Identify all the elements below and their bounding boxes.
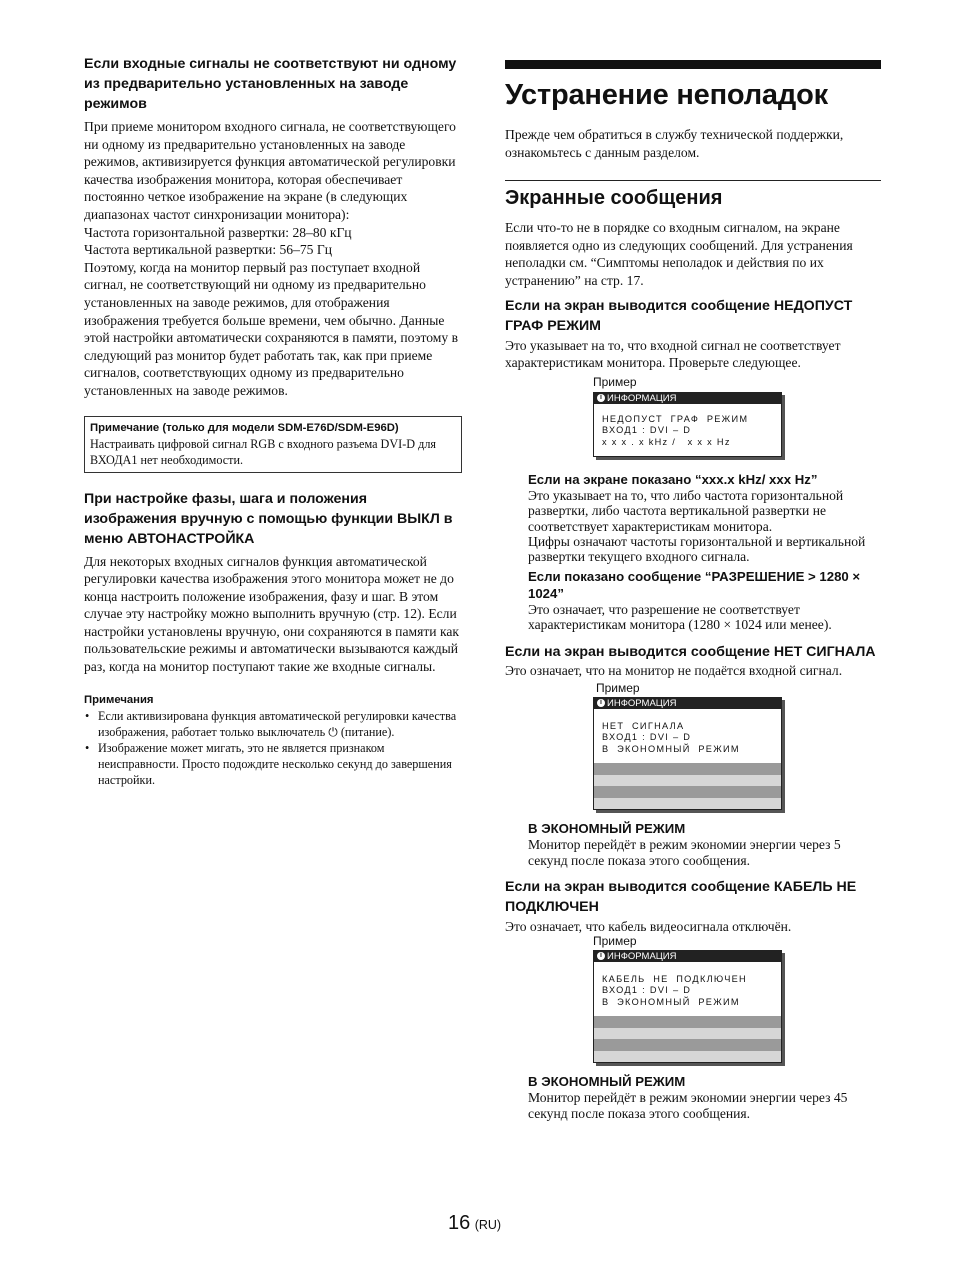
title-bar-rule	[505, 60, 881, 69]
osd-message-lines: КАБЕЛЬ НЕ ПОДКЛЮЧЕН ВХОД1 : DVI – D В ЭКОНОМНЫЙ РЕЖИМ	[602, 973, 747, 1007]
info-icon: i	[597, 952, 605, 960]
osd-message-lines: НЕТ СИГНАЛА ВХОД1 : DVI – D В ЭКОНОМНЫЙ РЕЖИМ	[602, 720, 740, 754]
section-title: Экранные сообщения	[505, 187, 723, 210]
model-note-box	[84, 416, 462, 473]
notes-title: Примечания	[84, 693, 154, 706]
osd-header: i ИНФОРМАЦИЯ	[594, 393, 781, 404]
paragraph-out-of-range: Это указывает на то, что входной сигнал не соответствует характеристикам монитора. Проверьте следующее.	[505, 337, 841, 371]
osd-screen-cable-disconnected	[593, 950, 782, 1064]
info-icon: i	[597, 394, 605, 402]
right-column	[505, 60, 881, 1121]
heading-out-of-range: Если на экран выводится сообщение НЕДОПУСТ ГРАФ РЕЖИМ	[505, 297, 853, 334]
no-signal-details	[528, 820, 881, 867]
out-of-range-details	[528, 471, 881, 632]
example-label: Пример	[596, 680, 640, 695]
info-icon: i	[597, 699, 605, 707]
paragraph-frequency: Это указывает на то, что либо частота горизонтальной развертки, либо частота вертикальной развертки не соответствует характеристикам монитора. Цифры означают частоты горизонтальной и вертикальной развертки текущего входного сигнала.	[528, 488, 866, 565]
notes-list	[84, 708, 462, 788]
osd-background-stripes	[594, 763, 781, 809]
subheading-frequency: Если на экране показано “xxx.x kHz/ xxx Hz”	[528, 472, 818, 488]
list-item: • Изображение может мигать, это не является признаком неисправности. Просто подождите несколько секунд до завершения настройки.	[85, 740, 452, 787]
osd-header: i ИНФОРМАЦИЯ	[594, 951, 781, 962]
heading-manual-adjust: При настройке фазы, шага и положения изображения вручную с помощью функции ВЫКЛ в меню АВТОНАСТРОЙКА	[84, 490, 453, 547]
notes-block	[84, 692, 462, 788]
paragraph-power-save: Монитор перейдёт в режим экономии энергии через 5 секунд после показа этого сообщения.	[528, 837, 841, 868]
cable-disconnected-details	[528, 1073, 881, 1120]
paragraph-resolution: Это означает, что разрешение не соответствует характеристикам монитора (1280 × 1024 или менее).	[528, 602, 832, 633]
heading-cable-disconnected: Если на экран выводится сообщение КАБЕЛЬ НЕ ПОДКЛЮЧЕН	[505, 878, 857, 915]
paragraph-nonpreset-signals: При приеме монитором входного сигнала, не соответствующего ни одному из предварительно установленных на заводе режимов, активизируется функция автоматической регулировки качества изображения монитора, которая обеспечивает постоянно четкое изображение на экране (в следующих диапазонах частот синхронизации монитора): Частота горизонтальной развертки: 28–80 кГц Частота вертикальной развертки: 56–75 Гц Поэтому, когда на монитор первый раз поступает входной сигнал, не соответствующий ни одному из предварительно установленных на заводе режимов, для отображения изображения требуется больше времени, чем обычно. Данные этой настройки автоматически сохраняются в памяти, поэтому в следующий раз монитор будет работать так, как при приеме сигналов, соответствующих одному из предварительно установленных на заводе режимов.	[84, 119, 458, 398]
subheading-power-save: В ЭКОНОМНЫЙ РЕЖИМ	[528, 821, 686, 837]
model-note-title: Примечание (только для модели SDM-E76D/SDM-E96D)	[90, 421, 399, 434]
page-title: Устранение неполадок	[505, 79, 828, 111]
example-label: Пример	[593, 933, 637, 948]
paragraph-no-signal: Это означает, что на монитор не подаётся входной сигнал.	[505, 662, 843, 678]
paragraph-power-save: Монитор перейдёт в режим экономии энергии через 45 секунд после показа этого сообщения.	[528, 1090, 848, 1121]
example-label: Пример	[593, 374, 637, 389]
page-number	[448, 1212, 501, 1235]
paragraph-manual-adjust: Для некоторых входных сигналов функция автоматической регулировки качества изображения этого монитора может не до конца настроить положение изображения, фазу и шаг. В этом случае эту настройку можно выполнить вручную (стр. 12). Если настройки установлены вручную, они сохраняются в памяти как пользовательские режимы и автоматически вызываются каждый раз, когда на монитор поступают такие же входные сигналы.	[84, 553, 459, 675]
subheading-resolution: Если показано сообщение “РАЗРЕШЕНИЕ > 1280 × 1024”	[528, 569, 861, 602]
list-item: • Если активизирована функция автоматической регулировки качества изображения, работает только выключатель ⏻ (питание).	[85, 708, 457, 739]
paragraph-cable-disconnected: Это означает, что кабель видеосигнала отключён.	[505, 918, 792, 934]
osd-message-lines: НЕДОПУСТ ГРАФ РЕЖИМ ВХОД1 : DVI – D x x x . x kHz / x x x Hz	[602, 413, 749, 447]
osd-background-stripes	[594, 1016, 781, 1062]
model-note-body: Настраивать цифровой сигнал RGB с входного разъема DVI-D для ВХОДА1 нет необходимости.	[90, 436, 437, 467]
osd-screen-out-of-range	[593, 392, 782, 458]
intro-paragraph: Прежде чем обратиться в службу технической поддержки, ознакомьтесь с данным разделом.	[505, 127, 844, 160]
heading-no-signal: Если на экран выводится сообщение НЕТ СИГНАЛА	[505, 643, 876, 660]
section-divider	[505, 180, 881, 181]
section-intro-paragraph: Если что-то не в порядке со входным сигналом, на экране появляется одно из следующих сообщений. Для устранения неполадки см. “Симптомы неполадок и действия по их устранению” на стр. 17.	[505, 220, 853, 288]
osd-screen-no-signal	[593, 697, 782, 811]
page-number-value: 16	[448, 1212, 471, 1234]
page-language-code: (RU)	[474, 1218, 502, 1232]
osd-header: i ИНФОРМАЦИЯ	[594, 698, 781, 709]
left-column	[84, 54, 462, 788]
subheading-power-save: В ЭКОНОМНЫЙ РЕЖИМ	[528, 1074, 686, 1090]
heading-nonpreset-signals: Если входные сигналы не соответствуют ни одному из предварительно установленных на заводе режимов	[84, 56, 457, 112]
